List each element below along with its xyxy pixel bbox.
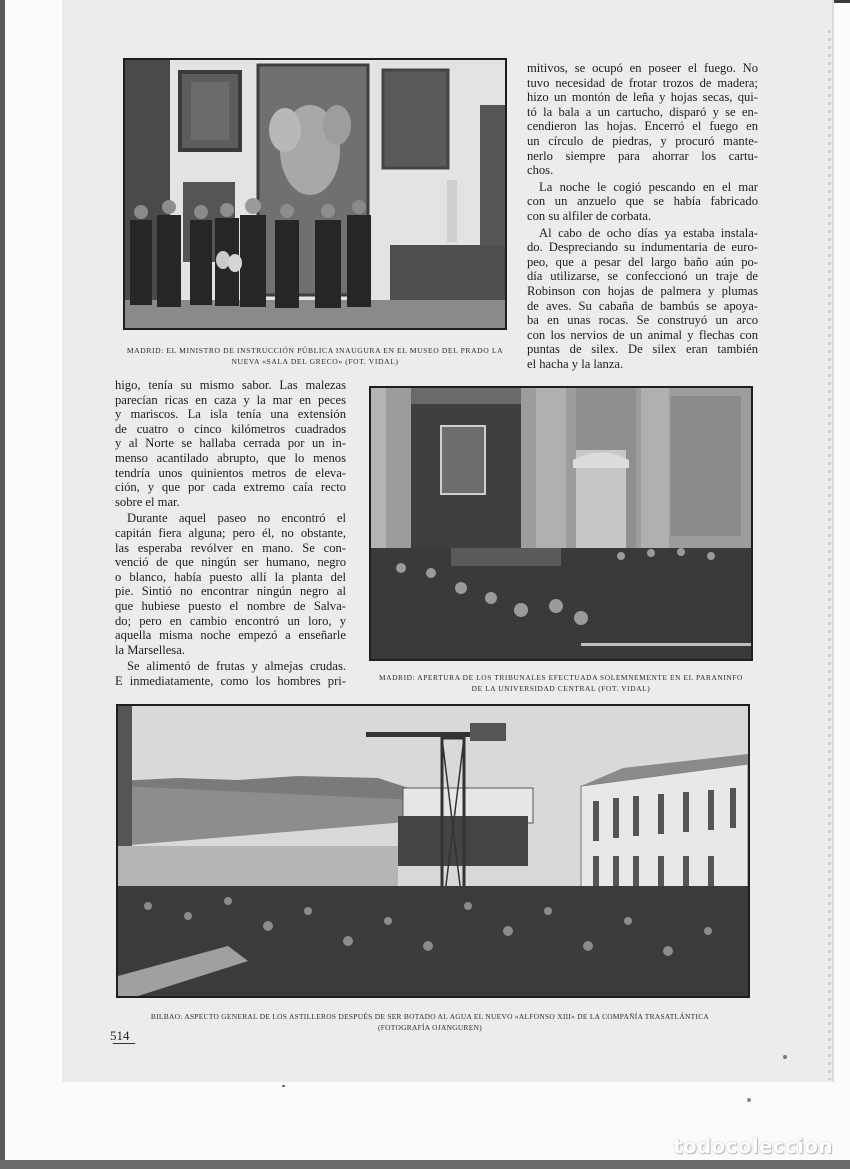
text-line: higo, tenía su mismo sabor. Las malezas xyxy=(115,378,346,392)
prado-photo-illustration xyxy=(125,60,505,328)
text-line: con su alfiler de corbata. xyxy=(527,208,652,223)
text-line: y al Norte se hallaba cerrada por un in- xyxy=(115,436,346,451)
text-column-left xyxy=(115,378,346,688)
text-line: tuvo necesidad de frotar trozos de madera; xyxy=(527,75,758,90)
text-line: aquella misma noche empezó a enseñarle xyxy=(115,628,346,643)
caption-tribunales-line1: MADRID: APERTURA DE LOS TRIBUNALES EFECTUADA SOLEMNEMENTE EN EL PARANINFO xyxy=(379,673,743,682)
ink-speck xyxy=(747,1098,751,1102)
watermark-todocoleccion: todocoleccion xyxy=(673,1134,833,1158)
text-line: chos. xyxy=(527,163,554,178)
ink-speck xyxy=(783,1055,787,1059)
caption-prado xyxy=(123,345,507,367)
text-column-right xyxy=(527,61,758,371)
caption-bilbao-line2: (FOTOGRAFÍA OJANGUREN) xyxy=(378,1023,482,1032)
text-line: do. Despreciando su indumentaria de euro- xyxy=(527,240,758,255)
text-line: Al cabo de ocho días ya estaba instala- xyxy=(539,225,758,240)
caption-prado-line2: NUEVA «SALA DEL GRECO» (FOT. VIDAL) xyxy=(231,357,399,366)
text-line: de aves. Su cabaña de bambús se apoya- xyxy=(527,298,758,313)
text-line: parecían ricas en caza y la mar en peces xyxy=(115,392,346,407)
text-line: de cuatro o cinco kilómetros cuadrados xyxy=(115,421,346,436)
ink-speck xyxy=(282,1085,285,1087)
text-line: tó la bala a un cartucho, disparó y se en- xyxy=(527,104,758,119)
caption-tribunales xyxy=(369,672,753,694)
caption-prado-line1: MADRID: EL MINISTRO DE INSTRUCCIÓN PÚBLICA INAUGURA EN EL MUSEO DEL PRADO LA xyxy=(126,346,504,355)
text-line: La noche le cogió pescando en el mar xyxy=(539,179,758,194)
text-line: Se alimentó de frutas y almejas crudas. xyxy=(127,659,346,674)
text-line: con un anzuelo que se había fabricado xyxy=(527,194,758,209)
scan-edge-bottom xyxy=(0,1160,850,1169)
text-line: peo, que a pesar del largo baño aún po- xyxy=(527,254,758,269)
text-line: mitivos, se ocupó en poseer el fuego. No xyxy=(527,61,758,75)
text-line: tendría unos quinientos metros de eleva- xyxy=(115,465,346,480)
text-line: pie. Sintió no encontrar ningún negro al xyxy=(115,584,346,599)
text-line: día utilizarse, se confeccionó un traje de xyxy=(527,269,758,284)
bilbao-photo-illustration xyxy=(118,706,748,996)
text-line: sobre el mar. xyxy=(115,494,180,509)
text-line: Robinson con hojas de palmera y plumas xyxy=(527,283,758,298)
text-line: y mariscos. La isla tenía una extensión xyxy=(115,407,346,422)
caption-bilbao-line1: BILBAO: ASPECTO GENERAL DE LOS ASTILLEROS DESPUÉS DE SER BOTADO AL AGUA EL NUEVO «ALFONSO XIII» DE LA COMPAÑÍA TRASATLÁNTICA xyxy=(150,1012,710,1021)
text-line: do; pero en cambio encontró un loro, y xyxy=(115,613,346,628)
caption-tribunales-line2: DE LA UNIVERSIDAD CENTRAL (FOT. VIDAL) xyxy=(471,684,651,693)
page-number-rule xyxy=(113,1043,135,1044)
photo-prado-sala-del-greco xyxy=(123,58,507,330)
text-line: Durante aquel paseo no encontró el xyxy=(127,511,346,526)
text-line: un círculo de piedras, y procuró mante- xyxy=(527,133,758,148)
caption-bilbao xyxy=(100,1011,760,1033)
text-line: puntas de silex. De silex eran también xyxy=(527,342,758,357)
photo-bilbao-astilleros xyxy=(116,704,750,998)
text-line: ba en unas rocas. Se construyó un arco xyxy=(527,313,758,328)
scan-edge-left xyxy=(0,0,5,1169)
text-line: el hacha y la lanza. xyxy=(527,356,624,371)
text-line: E inmediatamente, como los hombres pri- xyxy=(115,673,346,688)
text-line: la Marsellesa. xyxy=(115,642,185,657)
text-line: venció de que ningún ser humano, negro xyxy=(115,555,346,570)
page-perforation xyxy=(828,30,831,1080)
tribunales-photo-illustration xyxy=(371,388,751,659)
text-line: cendieron las hojas. Encerró el fuego en xyxy=(527,119,758,134)
text-line: nerlo siempre para ahorrar los cartu- xyxy=(527,148,758,163)
photo-apertura-tribunales xyxy=(369,386,753,661)
text-line: hizo un montón de leña y hojas secas, qui- xyxy=(527,90,758,105)
text-line: capitán fiera alguna; pero él, no obstante, xyxy=(115,525,346,540)
page-number: 514 xyxy=(110,1028,130,1043)
text-line: menso acantilado abrupto, que lo menos xyxy=(115,450,346,465)
text-line: que hubiese puesto el nombre de Salva- xyxy=(115,598,346,613)
text-line: ción, y que por cada extremo caía recto xyxy=(115,480,346,495)
text-line: con los nervios de un animal y flechas con xyxy=(527,327,758,342)
text-line: las esperaba revólver en mano. Se con- xyxy=(115,540,346,555)
text-line: o blanco, había puesto allí la planta del xyxy=(115,569,346,584)
